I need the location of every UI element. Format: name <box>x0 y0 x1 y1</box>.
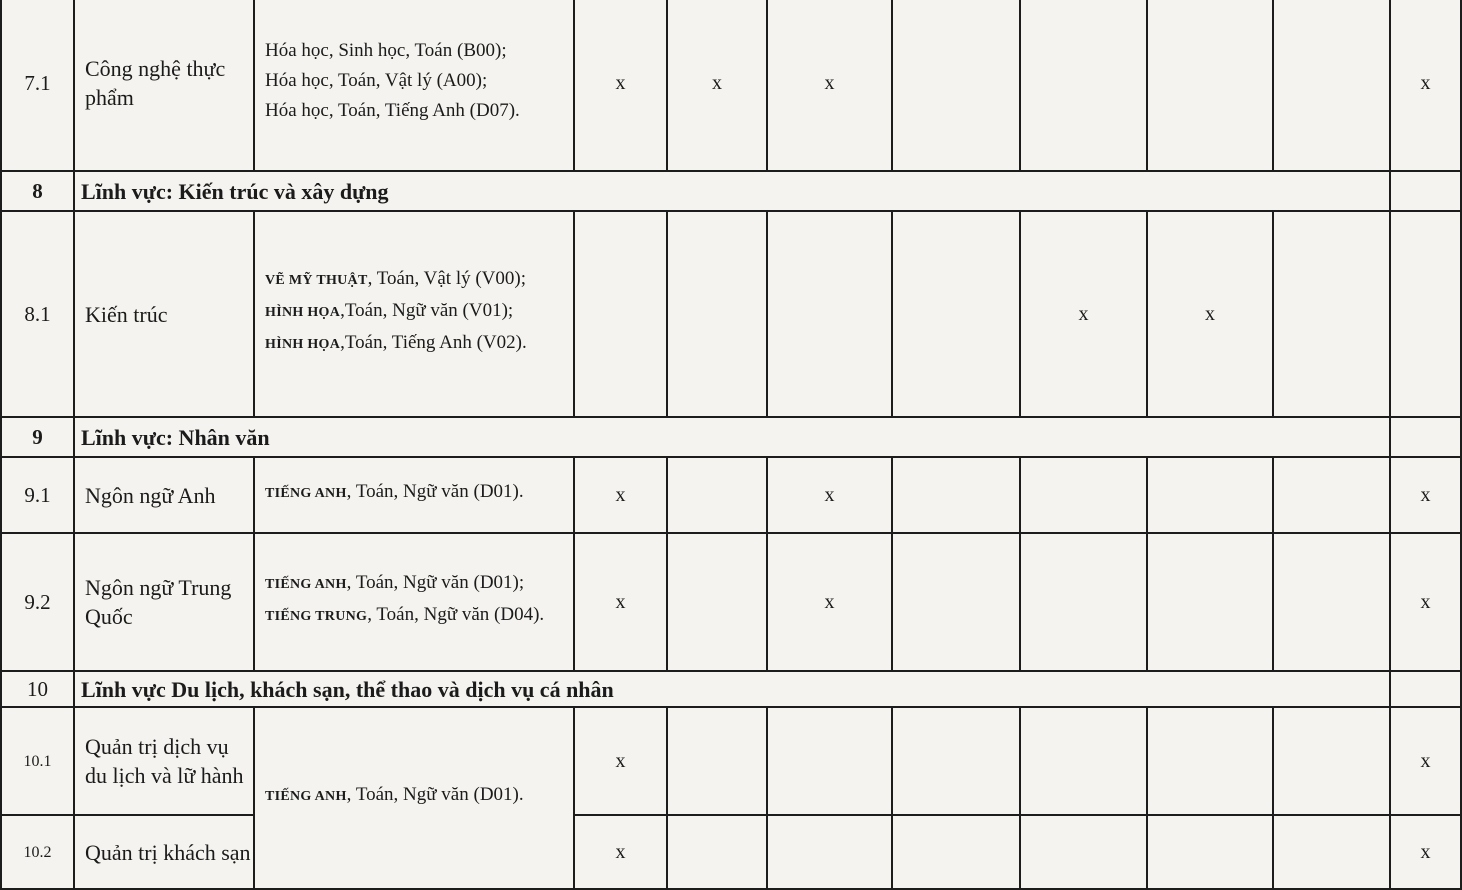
mark-cell <box>892 533 1020 671</box>
mark-cell <box>892 707 1020 815</box>
row-number: 10.1 <box>1 707 74 815</box>
mark-cell: x <box>1390 707 1461 815</box>
mark-cell <box>667 457 767 533</box>
mark-cell: x <box>767 533 892 671</box>
combo-line: Hóa học, Toán, Vật lý (A00); <box>265 70 488 91</box>
mark-cell <box>892 457 1020 533</box>
subject-combinations <box>254 211 574 417</box>
mark-cell: x <box>667 0 767 171</box>
section-header-9 <box>1 417 1461 457</box>
section-number: 9 <box>1 417 74 457</box>
mark-cell: x <box>574 815 667 889</box>
mark-cell <box>892 211 1020 417</box>
mark-cell <box>1273 707 1390 815</box>
mark-cell: x <box>1390 533 1461 671</box>
major-name: Quản trị dịch vụ du lịch và lữ hành <box>74 707 254 815</box>
mark-cell <box>1390 211 1461 417</box>
mark-cell: x <box>574 0 667 171</box>
table-row-9-1 <box>1 457 1461 533</box>
mark-cell <box>667 533 767 671</box>
mark-cell <box>1273 457 1390 533</box>
mark-cell: x <box>574 707 667 815</box>
mark-cell <box>1020 707 1147 815</box>
row-number: 9.1 <box>1 457 74 533</box>
major-name: Ngôn ngữ Anh <box>74 457 254 533</box>
mark-cell: x <box>1147 211 1273 417</box>
row-number: 10.2 <box>1 815 74 889</box>
section-header-8 <box>1 171 1461 211</box>
mark-cell <box>667 211 767 417</box>
mark-cell <box>1147 815 1273 889</box>
mark-cell <box>1147 457 1273 533</box>
section-number: 10 <box>1 671 74 707</box>
mark-cell <box>892 0 1020 171</box>
subject-combinations <box>254 457 574 533</box>
section-number: 8 <box>1 171 74 211</box>
subject-combinations <box>254 707 574 889</box>
mark-cell: x <box>767 0 892 171</box>
section-title: Lĩnh vực: Kiến trúc và xây dựng <box>74 171 1390 211</box>
mark-cell <box>767 211 892 417</box>
mark-cell: x <box>1390 815 1461 889</box>
mark-cell: x <box>574 457 667 533</box>
mark-cell <box>574 211 667 417</box>
table-row-9-2 <box>1 533 1461 671</box>
combo-line: TIẾNG ANH, Toán, Ngữ văn (D01). <box>265 481 524 502</box>
mark-cell <box>767 815 892 889</box>
mark-cell <box>1020 457 1147 533</box>
mark-cell <box>667 707 767 815</box>
major-name: Kiến trúc <box>74 211 254 417</box>
major-name: Quản trị khách sạn <box>74 815 254 889</box>
empty-cell <box>1390 417 1461 457</box>
combo-line: Hóa học, Toán, Tiếng Anh (D07). <box>265 100 520 121</box>
combo-line: TIẾNG ANH, Toán, Ngữ văn (D01). <box>265 784 524 805</box>
combo-line: TIẾNG TRUNG, Toán, Ngữ văn (D04). <box>265 604 545 625</box>
mark-cell <box>1147 533 1273 671</box>
major-name: Ngôn ngữ Trung Quốc <box>74 533 254 671</box>
section-title: Lĩnh vực Du lịch, khách sạn, thể thao và dịch vụ cá nhân <box>74 671 1390 707</box>
subject-combinations <box>254 533 574 671</box>
mark-cell: x <box>1020 211 1147 417</box>
row-number: 9.2 <box>1 533 74 671</box>
mark-cell <box>767 707 892 815</box>
combo-line: VẼ MỸ THUẬT, Toán, Vật lý (V00); <box>265 268 527 289</box>
table-row-8-1 <box>1 211 1461 417</box>
empty-cell <box>1390 671 1461 707</box>
table-row-10-2 <box>1 815 1461 889</box>
mark-cell <box>1273 533 1390 671</box>
mark-cell <box>1147 707 1273 815</box>
mark-cell <box>892 815 1020 889</box>
section-title: Lĩnh vực: Nhân văn <box>74 417 1390 457</box>
combo-line: TIẾNG ANH, Toán, Ngữ văn (D01); <box>265 572 525 593</box>
row-number: 7.1 <box>1 0 74 171</box>
mark-cell <box>667 815 767 889</box>
combo-line: HÌNH HỌA,Toán, Ngữ văn (V01); <box>265 300 514 321</box>
subject-combinations <box>254 0 574 171</box>
combo-line: Hóa học, Sinh học, Toán (B00); <box>265 40 507 61</box>
mark-cell <box>1273 815 1390 889</box>
row-number: 8.1 <box>1 211 74 417</box>
mark-cell <box>1273 211 1390 417</box>
mark-cell <box>1020 0 1147 171</box>
section-header-10 <box>1 671 1461 707</box>
major-name: Công nghệ thực phẩm <box>74 0 254 171</box>
mark-cell <box>1273 0 1390 171</box>
combo-line: HÌNH HỌA,Toán, Tiếng Anh (V02). <box>265 332 527 353</box>
table-row-10-1 <box>1 707 1461 815</box>
mark-cell <box>1020 533 1147 671</box>
table-row-7-1 <box>1 0 1461 171</box>
mark-cell: x <box>767 457 892 533</box>
mark-cell <box>1020 815 1147 889</box>
empty-cell <box>1390 171 1461 211</box>
mark-cell: x <box>1390 0 1461 171</box>
mark-cell: x <box>1390 457 1461 533</box>
mark-cell: x <box>574 533 667 671</box>
mark-cell <box>1147 0 1273 171</box>
